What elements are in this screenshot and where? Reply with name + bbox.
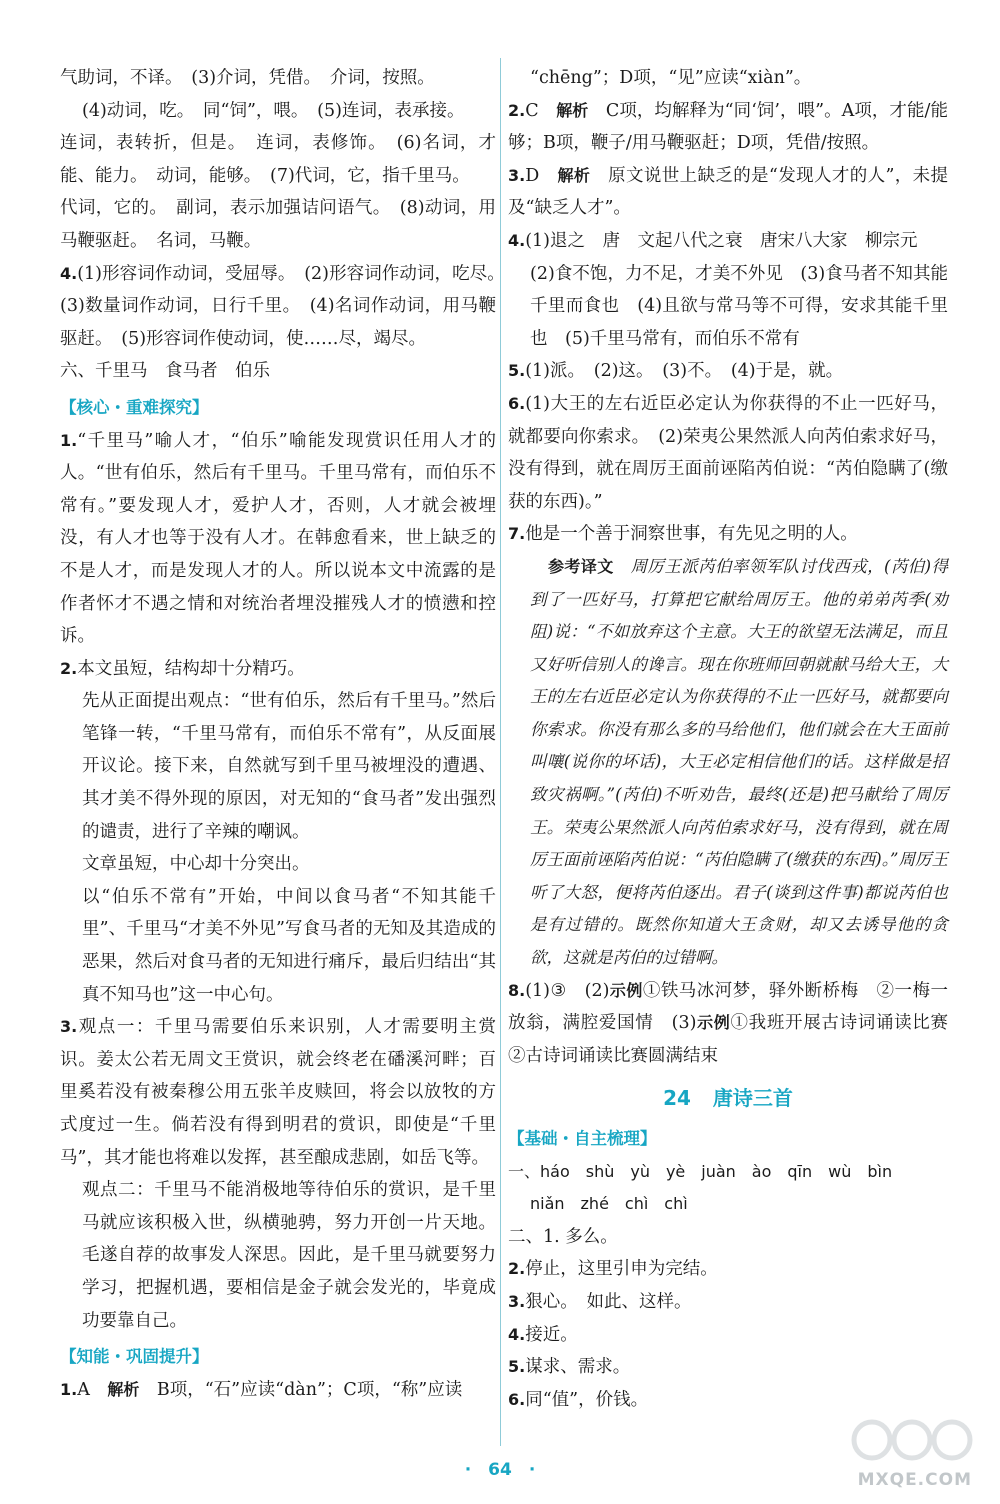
answer-text: (1)派。 (2)这。 (3)不。 (4)于是，就。 [525,361,844,382]
left-column [60,62,514,1406]
item-number: 4. [508,1324,526,1344]
analysis-label: 解析 [107,1379,140,1399]
item-number: 2. [508,1259,526,1279]
example-label: 示例 [609,980,643,1000]
answer-text: (1)形容词作动词，受屈辱。 (2)形容词作动词，吃尽。 (3)数量词作动词，日行千里。 (4)名词作动词，用马鞭驱赶。 (5)形容词作使动词，使……尽，竭尽。 [60,263,514,349]
translation-text: 周厉王派芮伯率领军队讨伐西戎，(芮伯)得到了一匹好马，打算把它献给周厉王。他的弟弟芮季(劝阻)说：“不如放弃这个主意。大王的欲望无法满足，而且又好听信别人的谗言。现在你班师回朝就献马给大王，大王的左右近臣必定认为你获得的不止一匹好马，就都要向你索求。你没有那么多的马给他们，他们就会在大王面前叫嚷(说你的坏话)，大王必定相信他们的话。这样做是招致灾祸啊。”(芮伯)不听劝告，最终(还是)把马献给了周厉王。荣夷公果然派人向芮伯索求好马，没有得到，就在周厉王面前诬陷芮伯说：“芮伯隐瞒了(缴获的东西)。”周厉王听了大怒，便将芮伯逐出。君子(谈到这件事)都说芮伯也是有过错的。既然你知道大王贪财，却又去诱导他的贪欲，这就是芮伯的过错啊。 [530,556,948,968]
answer-item [508,1351,948,1384]
answer-item [508,1319,948,1352]
answer-item-2 [60,653,496,686]
page-number: · 64 · [464,1460,536,1480]
answer-text: 他是一个善于洞察世事，有先见之明的人。 [525,524,858,545]
answer-text: 观点一：千里马需要伯乐来识别，人才需要明主赏识。姜太公若无周文王赏识，就会终老在磻溪河畔；百里奚若没有被秦穆公用五张羊皮赎回，将会以放牧的方式度过一生。倘若没有得到明君的赏识，即使是“千里马”，其才能也将难以发挥，甚至酿成悲剧，如岳飞等。 [60,1017,496,1168]
answer-item [508,1286,948,1319]
answer-text: 停止，这里引申为完结。 [525,1259,718,1280]
item-number: 1. [60,430,78,450]
answer-six: 六、千里马 食马者 伯乐 [60,361,270,382]
answer-line: 气助词，不译。 (3)介词，凭借。 介词，按照。 [60,68,435,88]
answer-item-4 [508,225,948,258]
answer-paragraph: 文章虽短，中心却十分突出。 [82,854,310,875]
item-number: 5. [508,1357,526,1377]
answer-text: C项，均解释为“同‘饲’，喂”。A项，才能/能够；B项，鞭子/用马鞭驱赶；D项，凭借/按照。 [508,100,948,154]
item-number: 4. [508,230,526,250]
item-number: 3. [508,165,526,185]
item-number: 2. [508,100,526,120]
answer-paragraph: 先从正面提出观点：“世有伯乐，然后有千里马。”然后笔锋一转，“千里马常有，而伯乐不常有”，从反面展开议论。接下来，自然就写到千里马被埋没的遭遇、其才美不得外现的原因，对无知的“食马者”发出强烈的谴责，进行了辛辣的嘲讽。 [82,691,496,842]
answer-text: (1)退之 唐 文起八代之衰 唐宋八大家 柳宗元 [525,230,918,251]
answer-line: (4)动词，吃。 同“饲”，喂。 (5)连词，表承接。 [82,100,465,121]
answer-line: “chēng”；D项，“见”应读“xiàn”。 [530,68,812,88]
item-number: 8. [508,980,526,1000]
answer-paragraph: 观点二：千里马不能消极地等待伯乐的赏识，是千里马就应该积极入世，纵横驰骋，努力开创一片天地。毛遂自荐的故事发人深思。因此，是千里马就要努力学习，把握机遇，要相信是金子就会发光的，毕竟成功要靠自己。 [82,1180,496,1331]
answer-item-1 [60,1374,496,1407]
item-number: 4. [60,263,78,283]
pinyin-line: 一、háo shù yù yè juàn ào qīn wù bìn [508,1161,893,1181]
item-number: 7. [508,524,526,544]
item-number: 2. [60,658,78,678]
section-heading-skill: 【知能・巩固提升】 [60,1347,209,1367]
item-number: 3. [60,1017,78,1037]
answer-item-7 [508,518,948,551]
right-column [508,62,966,1416]
analysis-label: 解析 [557,165,591,185]
answer-item-3 [508,160,948,225]
answer-text: 本文虽短，结构却十分精巧。 [77,658,305,679]
item-number: 6. [508,393,526,413]
answer-text: (1)③ (2) [525,980,610,1001]
answer-item [508,1253,948,1286]
pinyin-line: niǎn zhé chì chì [530,1194,688,1214]
answer-text: 谋求、需求。 [525,1357,631,1378]
section-heading-basic: 【基础・自主梳理】 [508,1129,657,1148]
reference-translation [508,551,948,975]
analysis-label: 解析 [556,100,589,120]
example-label: 示例 [696,1013,731,1033]
answer-text: 同“值”，价钱。 [525,1389,649,1410]
answer-text: ①铁马冰河梦，驿外断桥梅 ②一梅一放翁，满腔爱国情 (3) [508,980,948,1034]
answer-item-8 [508,975,966,1073]
item-number: 1. [60,1379,78,1399]
item-number: 3. [508,1291,526,1311]
answer-item-5 [508,355,948,388]
answer-line: 代词，它的。 副词，表示加强诘问语气。 (8)动词，用马鞭驱赶。 名词，马鞭。 [60,198,496,251]
answer-item-4 [60,258,514,356]
answer-item-6 [508,388,948,518]
answer-text: B项，“石”应读“dàn”；C项，“称”应读 [139,1379,463,1400]
answer-text: “千里马”喻人才，“伯乐”喻能发现赏识任用人才的人。“世有伯乐，然后有千里马。千里马常有，而伯乐不常有。”要发现人才，爱护人才，否则，人才就会被埋没，有人才也等于没有人才。在韩愈看来，世上缺乏的不是人才，而是发现人才的人。所以说本文中流露的是作者怀才不遇之情和对统治者埋没摧残人才的愤懑和控诉。 [60,430,496,647]
translation-label: 参考译文 [548,556,614,576]
watermark-text: MXQE.COM [857,1470,972,1490]
answer-choice: D [525,165,558,186]
answer-item-1 [60,425,496,653]
answer-line: 连词，表转折，但是。 连词，表修饰。 (6)名词，才能、能力。 动词，能够。 (7)代词，它，指千里马。 [60,133,496,186]
item-number: 6. [508,1389,526,1409]
answer-line: 二、1. 多么。 [508,1226,618,1247]
answer-choice: A [77,1379,108,1400]
answer-text: 狠心。 如此、这样。 [525,1291,692,1312]
answer-text: (1)大王的左右近臣必定认为你获得的不止一匹好马，就都要向你索求。 (2)荣夷公果然派人向芮伯索求好马，没有得到，就在周厉王面前诬陷芮伯说：“芮伯隐瞒了(缴获的东西)。” [508,393,948,512]
answer-item-2 [508,95,948,160]
item-number: 5. [508,361,526,381]
lesson-heading [508,1082,948,1115]
answer-text: 接近。 [525,1324,578,1345]
section-heading-core: 【核心・重难探究】 [60,397,209,417]
answer-choice: C [525,100,557,121]
lesson-number: 24 [663,1086,691,1111]
answer-paragraph: 以“伯乐不常有”开始，中间以食马者“不知其能千里”、千里马“才美不外见”写食马者的无知及其造成的恶果，然后对食马者的无知进行痛斥，最后归结出“其真不知马也”这一中心句。 [82,886,496,1005]
answer-text: ①我班开展古诗词诵读比赛 ②古诗词诵读比赛圆满结束 [508,1013,966,1066]
answer-item-3 [60,1011,496,1174]
answer-paragraph: (2)食不饱，力不足，才美不外见 (3)食马者不知其能千里而食也 (4)且欲与常马等不可得，安求其能千里也 (5)千里马常有，而伯乐不常有 [530,263,948,349]
lesson-title: 唐诗三首 [712,1086,793,1111]
answer-text: 原文说世上缺乏的是“发现人才的人”，未提及“缺乏人才”。 [508,165,948,219]
